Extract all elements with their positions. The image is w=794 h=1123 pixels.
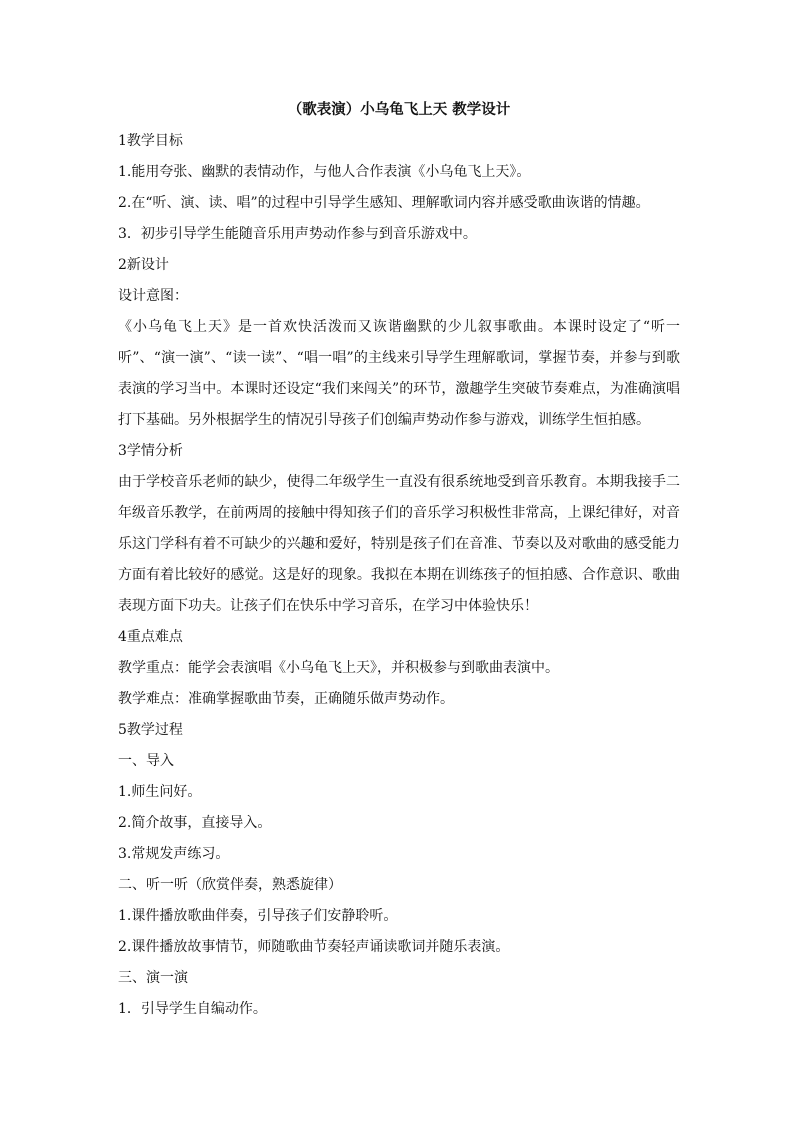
process-part-heading: 二、听一听（欣赏伴奏，熟悉旋律）: [118, 877, 342, 893]
design-intent-label: 设计意图：: [118, 288, 188, 304]
process-item: 2.简介故事，直接导入。: [118, 815, 272, 831]
difficulty-point: 教学难点：准确掌握歌曲节奏，正确随乐做声势动作。: [118, 691, 454, 707]
process-part-heading: 一、导入: [118, 753, 174, 769]
section-teaching-process: [118, 715, 680, 1025]
goal-item: 2.在“听、演、读、唱”的过程中引导学生感知、理解歌词内容并感受歌曲诙谐的情趣。: [118, 195, 650, 211]
process-part-heading: 三、演一演: [118, 970, 188, 986]
section-teaching-goals: [118, 126, 680, 250]
goal-item: 3．初步引导学生能随音乐用声势动作参与到音乐游戏中。: [118, 226, 477, 242]
section-student-analysis: [118, 436, 680, 622]
design-intent-paragraph: 《小乌龟飞上天》是一首欢快活泼而又诙谐幽默的少儿叙事歌曲。本课时设定了“听一听”、“演一演”、“读一读”、“唱一唱”的主线来引导学生理解歌词，掌握节奏，并参与到歌表演的学习当中。本课时还设定“我们来闯关”的环节，激趣学生突破节奏难点，为准确演唱打下基础。另外根据学生的情况引导孩子们创编声势动作参与游戏，训练学生恒拍感。: [118, 319, 680, 428]
key-point: 教学重点：能学会表演唱《小乌龟飞上天》，并积极参与到歌曲表演中。: [118, 660, 559, 676]
process-item: 3.常规发声练习。: [118, 846, 230, 862]
section-heading: 1教学目标: [118, 133, 183, 149]
section-heading: 5教学过程: [118, 722, 183, 738]
section-heading: 3学情分析: [118, 443, 183, 459]
process-item: 1．引导学生自编动作。: [118, 1001, 267, 1017]
process-item: 1.师生问好。: [118, 784, 202, 800]
process-item: 1.课件播放歌曲伴奏，引导孩子们安静聆听。: [118, 908, 398, 924]
document-title: （歌表演）小乌龟飞上天 教学设计: [287, 101, 511, 118]
section-design: [118, 250, 680, 436]
section-key-points: [118, 622, 680, 715]
process-item: 2.课件播放故事情节，师随歌曲节奏轻声诵读歌词并随乐表演。: [118, 939, 510, 955]
goal-item: 1.能用夸张、幽默的表情动作，与他人合作表演《小乌龟飞上天》。: [118, 164, 531, 180]
document-page: [118, 100, 680, 1025]
section-heading: 4重点难点: [118, 629, 183, 645]
student-analysis-paragraph: 由于学校音乐老师的缺少，使得二年级学生一直没有很系统地受到音乐教育。本期我接手二年级音乐教学，在前两周的接触中得知孩子们的音乐学习积极性非常高，上课纪律好，对音乐这门学科有着不可缺少的兴趣和爱好，特别是孩子们在音准、节奏以及对歌曲的感受能力方面有着比较好的感觉。这是好的现象。我拟在本期在训练孩子的恒拍感、合作意识、歌曲表现方面下功夫。让孩子们在快乐中学习音乐，在学习中体验快乐！: [118, 474, 680, 614]
section-heading: 2新设计: [118, 257, 169, 273]
